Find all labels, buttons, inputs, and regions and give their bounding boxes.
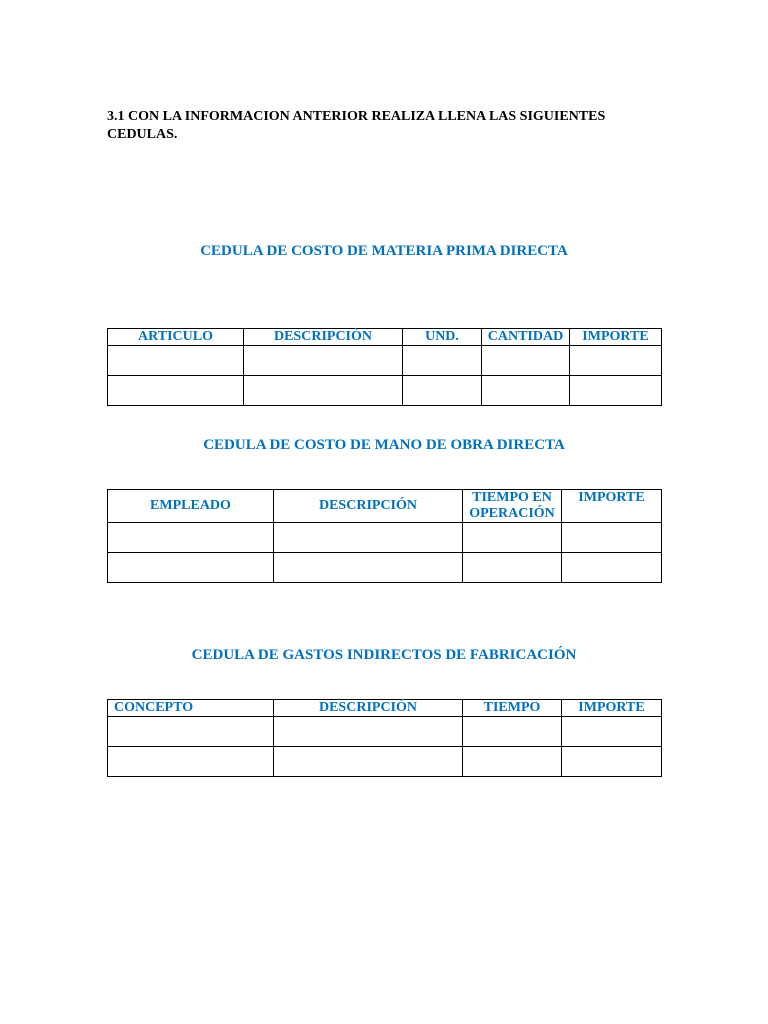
table-cell[interactable] bbox=[570, 346, 662, 376]
table-cell[interactable] bbox=[463, 523, 562, 553]
table-cell[interactable] bbox=[463, 553, 562, 583]
table-cell[interactable] bbox=[570, 376, 662, 406]
header-empleado: EMPLEADO bbox=[108, 490, 274, 523]
table-cell[interactable] bbox=[108, 523, 274, 553]
table-header-row bbox=[108, 490, 662, 523]
table-cell[interactable] bbox=[108, 553, 274, 583]
table-cell[interactable] bbox=[274, 523, 463, 553]
header-importe: IMPORTE bbox=[570, 329, 662, 346]
table-gastos-indirectos bbox=[107, 699, 662, 777]
table-cell[interactable] bbox=[108, 747, 274, 777]
header-concepto: CONCEPTO bbox=[108, 700, 274, 717]
table-cell[interactable] bbox=[108, 717, 274, 747]
table-cell[interactable] bbox=[244, 346, 403, 376]
header-tiempo-line-1: TIEMPO EN bbox=[472, 490, 552, 505]
header-und: UND. bbox=[403, 329, 482, 346]
table-row bbox=[108, 717, 662, 747]
table-header-row bbox=[108, 329, 662, 346]
header-importe: IMPORTE bbox=[562, 490, 662, 523]
table-cell[interactable] bbox=[482, 376, 570, 406]
table-row bbox=[108, 346, 662, 376]
table-cell[interactable] bbox=[108, 376, 244, 406]
table-cell[interactable] bbox=[244, 376, 403, 406]
table-cell[interactable] bbox=[274, 717, 463, 747]
header-tiempo-line-2: OPERACIÓN bbox=[469, 506, 555, 521]
table-cell[interactable] bbox=[482, 346, 570, 376]
table-cell[interactable] bbox=[274, 747, 463, 777]
table-materia-prima bbox=[107, 328, 662, 406]
table-header-row bbox=[108, 700, 662, 717]
table-cell[interactable] bbox=[562, 553, 662, 583]
instruction-line-1: 3.1 CON LA INFORMACION ANTERIOR REALIZA LLENA LAS SIGUIENTES bbox=[107, 109, 606, 124]
instruction-line-2: CEDULAS. bbox=[107, 127, 178, 142]
header-descripcion: DESCRIPCIÒN bbox=[244, 329, 403, 346]
table-cell[interactable] bbox=[562, 747, 662, 777]
section-title-materia-prima: CEDULA DE COSTO DE MATERIA PRIMA DIRECTA bbox=[200, 243, 568, 259]
table-row bbox=[108, 523, 662, 553]
table-cell[interactable] bbox=[403, 376, 482, 406]
table-row bbox=[108, 376, 662, 406]
section-title-gastos-indirectos: CEDULA DE GASTOS INDIRECTOS DE FABRICACIÓN bbox=[191, 647, 577, 663]
table-cell[interactable] bbox=[463, 747, 562, 777]
table-cell[interactable] bbox=[274, 553, 463, 583]
table-cell[interactable] bbox=[562, 717, 662, 747]
table-cell[interactable] bbox=[463, 717, 562, 747]
header-descripcion: DESCRIPCIÓN bbox=[274, 490, 463, 523]
table-row bbox=[108, 747, 662, 777]
header-descripcion: DESCRIPCIÓN bbox=[274, 700, 463, 717]
header-importe: IMPORTE bbox=[562, 700, 662, 717]
table-cell[interactable] bbox=[562, 523, 662, 553]
instruction-text bbox=[107, 108, 627, 144]
table-cell[interactable] bbox=[108, 346, 244, 376]
table-row bbox=[108, 553, 662, 583]
table-cell[interactable] bbox=[403, 346, 482, 376]
section-title-mano-de-obra: CEDULA DE COSTO DE MANO DE OBRA DIRECTA bbox=[203, 437, 565, 453]
table-mano-de-obra bbox=[107, 489, 662, 583]
header-cantidad: CANTIDAD bbox=[482, 329, 570, 346]
header-articulo: ARTICULO bbox=[108, 329, 244, 346]
header-tiempo: TIEMPO bbox=[463, 700, 562, 717]
header-tiempo-en-operacion bbox=[463, 490, 562, 523]
